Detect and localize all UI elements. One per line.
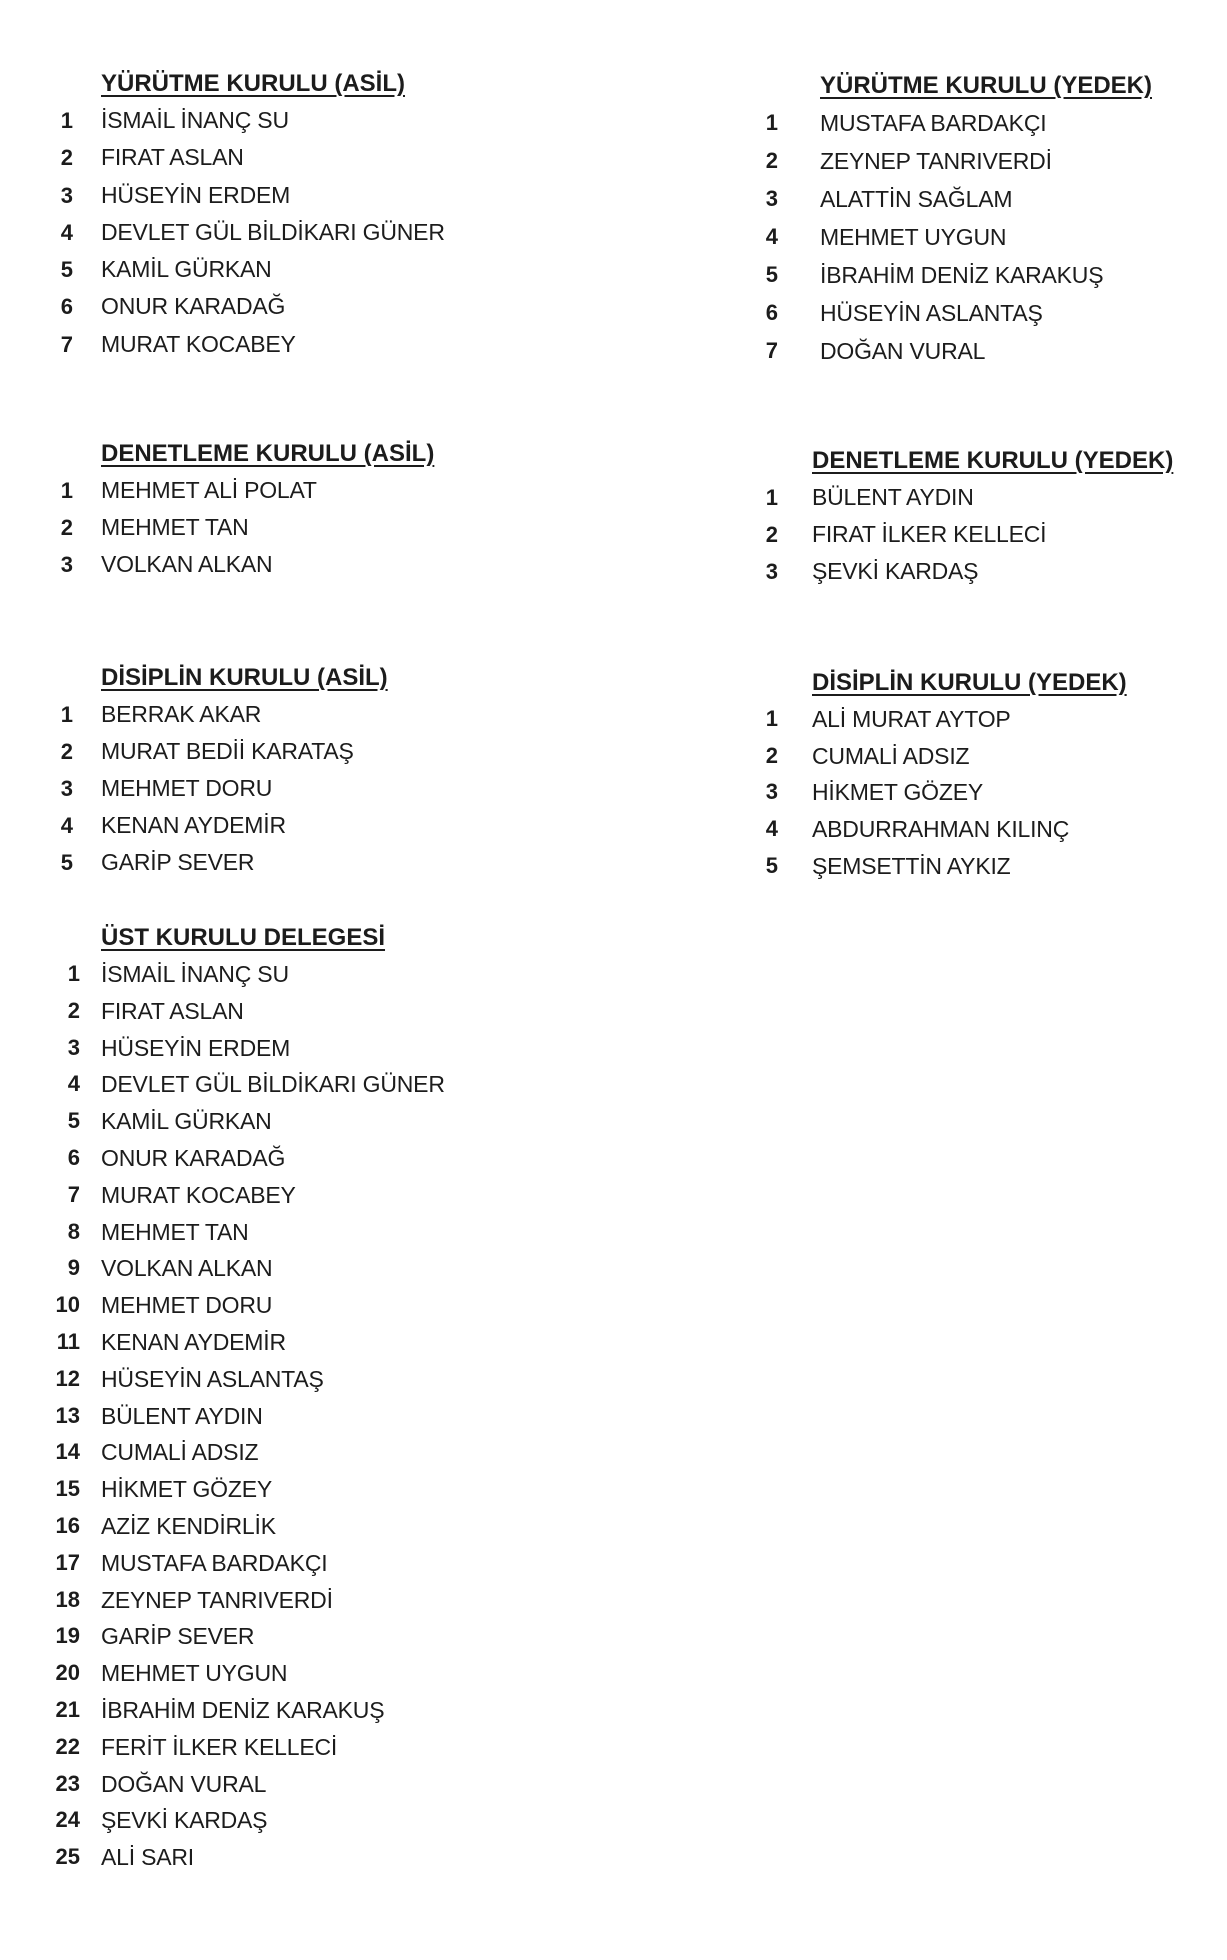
member-row — [67, 1177, 445, 1214]
member-number: 5 — [765, 262, 778, 287]
member-number: 4 — [60, 219, 73, 245]
section-title: DENETLEME KURULU (YEDEK) — [812, 447, 1174, 474]
member-number: 3 — [60, 776, 73, 801]
section-title: DENETLEME KURULU (ASİL) — [101, 440, 435, 467]
section-disiplin-yedek — [765, 665, 1127, 884]
member-row — [55, 1766, 445, 1803]
member-name: İSMAİL İNANÇ SU — [101, 107, 289, 133]
member-row — [765, 811, 1127, 848]
member-number: 16 — [55, 1512, 80, 1538]
member-name: MEHMET DORU — [101, 775, 273, 801]
member-name: BÜLENT AYDIN — [812, 484, 974, 510]
member-name: MEHMET UYGUN — [820, 224, 1007, 250]
member-row — [765, 553, 1173, 590]
member-name: HÜSEYİN ERDEM — [101, 1034, 291, 1061]
member-row — [56, 1324, 445, 1361]
member-name: İSMAİL İNANÇ SU — [101, 961, 289, 987]
member-number: 5 — [60, 257, 73, 283]
member-number: 20 — [55, 1660, 80, 1686]
member-number: 5 — [765, 852, 778, 878]
member-list — [765, 104, 1152, 370]
section-title: YÜRÜTME KURULU (ASİL) — [101, 70, 405, 97]
member-number: 4 — [765, 816, 778, 842]
member-row — [765, 218, 1152, 256]
member-number: 24 — [55, 1807, 80, 1833]
member-row — [60, 102, 445, 139]
member-number: 2 — [60, 145, 73, 171]
member-row — [67, 1103, 445, 1140]
member-name: MEHMET UYGUN — [101, 1660, 288, 1687]
member-row — [55, 1692, 445, 1729]
member-number: 21 — [55, 1696, 80, 1722]
member-number: 1 — [765, 485, 778, 510]
member-name: MUSTAFA BARDAKÇI — [101, 1549, 328, 1576]
section-title: DİSİPLİN KURULU (ASİL) — [101, 664, 388, 691]
member-number: 8 — [67, 1218, 80, 1244]
member-row — [55, 1839, 445, 1876]
member-row — [55, 1729, 445, 1766]
member-name: ALİ SARI — [101, 1844, 194, 1871]
member-list — [60, 472, 434, 583]
member-number: 1 — [765, 706, 778, 731]
member-name: DOĞAN VURAL — [820, 338, 986, 364]
member-name: ŞEMSETTİN AYKIZ — [812, 852, 1011, 879]
member-name: İBRAHİM DENİZ KARAKUŞ — [820, 262, 1104, 288]
member-number: 3 — [67, 1034, 80, 1060]
member-name: GARİP SEVER — [101, 849, 255, 875]
member-row — [60, 844, 388, 881]
member-row — [765, 142, 1152, 180]
member-number: 2 — [765, 742, 778, 768]
member-row — [55, 1655, 445, 1692]
member-row — [60, 177, 445, 214]
section-yurutme-asil — [60, 66, 445, 363]
member-row — [67, 993, 445, 1030]
member-name: FIRAT ASLAN — [101, 997, 244, 1024]
member-list — [765, 701, 1127, 884]
member-row — [765, 516, 1173, 553]
member-name: FIRAT İLKER KELLECİ — [812, 521, 1047, 547]
member-number: 3 — [765, 779, 778, 805]
member-list — [60, 102, 445, 363]
member-number: 11 — [56, 1328, 80, 1354]
member-number: 17 — [55, 1549, 80, 1575]
member-number: 23 — [55, 1770, 80, 1796]
member-name: ABDURRAHMAN KILINÇ — [812, 816, 1070, 843]
member-row — [765, 180, 1152, 218]
member-number: 2 — [60, 515, 73, 540]
member-list — [60, 696, 388, 881]
member-number: 6 — [765, 300, 778, 325]
member-row — [60, 472, 434, 509]
member-list — [765, 479, 1173, 590]
member-name: HİKMET GÖZEY — [101, 1476, 272, 1503]
member-row — [67, 956, 445, 993]
member-name: İBRAHİM DENİZ KARAKUŞ — [101, 1696, 385, 1723]
member-name: HÜSEYİN ERDEM — [101, 181, 291, 208]
member-row — [765, 479, 1173, 516]
member-row — [765, 256, 1152, 294]
member-name: KAMİL GÜRKAN — [101, 256, 272, 283]
member-number: 13 — [55, 1402, 80, 1428]
member-name: DOĞAN VURAL — [101, 1770, 267, 1797]
member-row — [765, 848, 1127, 885]
member-name: FIRAT ASLAN — [101, 144, 244, 171]
member-number: 7 — [67, 1181, 80, 1207]
member-number: 3 — [765, 186, 778, 211]
member-number: 3 — [60, 182, 73, 208]
member-name: KENAN AYDEMİR — [101, 812, 286, 838]
member-number: 3 — [60, 552, 73, 577]
member-name: MURAT KOCABEY — [101, 330, 296, 357]
section-yurutme-yedek — [765, 68, 1152, 370]
member-name: MEHMET TAN — [101, 1218, 249, 1245]
member-row — [60, 326, 445, 363]
member-number: 25 — [55, 1844, 80, 1870]
section-denetleme-asil — [60, 436, 435, 583]
member-row — [55, 1582, 445, 1619]
section-ust-kurul-delegesi — [55, 920, 445, 1876]
member-name: GARİP SEVER — [101, 1623, 255, 1650]
member-number: 1 — [60, 702, 73, 727]
section-denetleme-yedek — [765, 443, 1174, 590]
member-number: 2 — [765, 148, 778, 173]
member-name: ONUR KARADAĞ — [101, 293, 286, 320]
member-name: DEVLET GÜL BİLDİKARI GÜNER — [101, 1071, 445, 1098]
member-number: 10 — [55, 1292, 80, 1318]
member-name: KAMİL GÜRKAN — [101, 1108, 272, 1135]
member-row — [60, 696, 388, 733]
member-name: MEHMET TAN — [101, 514, 249, 540]
member-row — [765, 332, 1152, 370]
member-number: 1 — [765, 110, 778, 135]
section-title: DİSİPLİN KURULU (YEDEK) — [812, 669, 1127, 696]
member-row — [55, 1471, 445, 1508]
member-number: 12 — [55, 1365, 80, 1391]
member-row — [55, 1434, 445, 1471]
member-name: BERRAK AKAR — [101, 701, 262, 727]
member-list — [55, 956, 445, 1876]
member-row — [55, 1545, 445, 1582]
member-name: ONUR KARADAĞ — [101, 1144, 286, 1171]
section-disiplin-asil — [60, 660, 388, 881]
member-name: CUMALİ ADSIZ — [812, 742, 970, 769]
member-row — [765, 738, 1127, 775]
member-row — [60, 733, 388, 770]
member-row — [55, 1508, 445, 1545]
member-number: 7 — [60, 331, 73, 357]
member-row — [67, 1140, 445, 1177]
member-row — [765, 701, 1127, 738]
member-number: 1 — [60, 478, 73, 503]
member-name: VOLKAN ALKAN — [101, 1255, 273, 1282]
member-row — [67, 1214, 445, 1251]
member-number: 2 — [60, 739, 73, 764]
member-number: 1 — [67, 961, 80, 986]
member-row — [55, 1287, 445, 1324]
member-name: FERİT İLKER KELLECİ — [101, 1733, 338, 1760]
member-row — [55, 1361, 445, 1398]
member-row — [60, 251, 445, 288]
member-name: AZİZ KENDİRLİK — [101, 1512, 276, 1539]
member-row — [60, 770, 388, 807]
member-name: MUSTAFA BARDAKÇI — [820, 110, 1047, 136]
member-row — [55, 1618, 445, 1655]
member-number: 9 — [67, 1255, 80, 1281]
member-number: 2 — [765, 522, 778, 547]
member-name: ZEYNEP TANRIVERDİ — [820, 148, 1052, 174]
member-number: 18 — [55, 1586, 80, 1612]
member-number: 4 — [60, 813, 73, 838]
member-number: 5 — [67, 1108, 80, 1134]
member-row — [67, 1066, 445, 1103]
member-name: MURAT KOCABEY — [101, 1181, 296, 1208]
member-row — [765, 104, 1152, 142]
member-row — [60, 214, 445, 251]
member-number: 6 — [60, 294, 73, 320]
member-name: HÜSEYİN ASLANTAŞ — [820, 300, 1043, 326]
member-name: ALATTİN SAĞLAM — [820, 186, 1013, 212]
member-number: 15 — [55, 1476, 80, 1502]
member-name: ALİ MURAT AYTOP — [812, 706, 1011, 732]
member-number: 1 — [60, 108, 73, 133]
member-name: MEHMET ALİ POLAT — [101, 477, 317, 503]
member-row — [60, 546, 434, 583]
member-name: KENAN AYDEMİR — [101, 1328, 286, 1355]
member-row — [67, 1250, 445, 1287]
member-name: VOLKAN ALKAN — [101, 551, 273, 577]
member-name: MURAT BEDİİ KARATAŞ — [101, 738, 354, 764]
member-name: DEVLET GÜL BİLDİKARI GÜNER — [101, 218, 445, 245]
member-number: 14 — [55, 1439, 80, 1465]
member-name: BÜLENT AYDIN — [101, 1402, 263, 1429]
member-row — [60, 807, 388, 844]
member-name: HİKMET GÖZEY — [812, 779, 983, 806]
member-row — [765, 294, 1152, 332]
section-title: ÜST KURULU DELEGESİ — [101, 924, 386, 951]
section-title: YÜRÜTME KURULU (YEDEK) — [820, 72, 1152, 99]
member-number: 2 — [67, 997, 80, 1023]
member-row — [765, 774, 1127, 811]
member-row — [60, 509, 434, 546]
member-name: CUMALİ ADSIZ — [101, 1439, 259, 1466]
member-name: ZEYNEP TANRIVERDİ — [101, 1586, 333, 1613]
member-row — [55, 1398, 445, 1435]
member-row — [60, 139, 445, 176]
member-row — [55, 1802, 445, 1839]
member-number: 4 — [765, 224, 778, 249]
member-number: 3 — [765, 559, 778, 584]
member-name: HÜSEYİN ASLANTAŞ — [101, 1365, 324, 1392]
member-number: 19 — [55, 1623, 80, 1649]
member-name: MEHMET DORU — [101, 1292, 273, 1319]
member-number: 4 — [67, 1071, 80, 1097]
member-row — [67, 1030, 445, 1067]
member-name: ŞEVKİ KARDAŞ — [812, 558, 979, 584]
member-number: 6 — [67, 1144, 80, 1170]
member-name: ŞEVKİ KARDAŞ — [101, 1807, 268, 1834]
member-number: 7 — [765, 338, 778, 363]
member-number: 5 — [60, 850, 73, 875]
member-row — [60, 288, 445, 325]
member-number: 22 — [55, 1733, 80, 1759]
